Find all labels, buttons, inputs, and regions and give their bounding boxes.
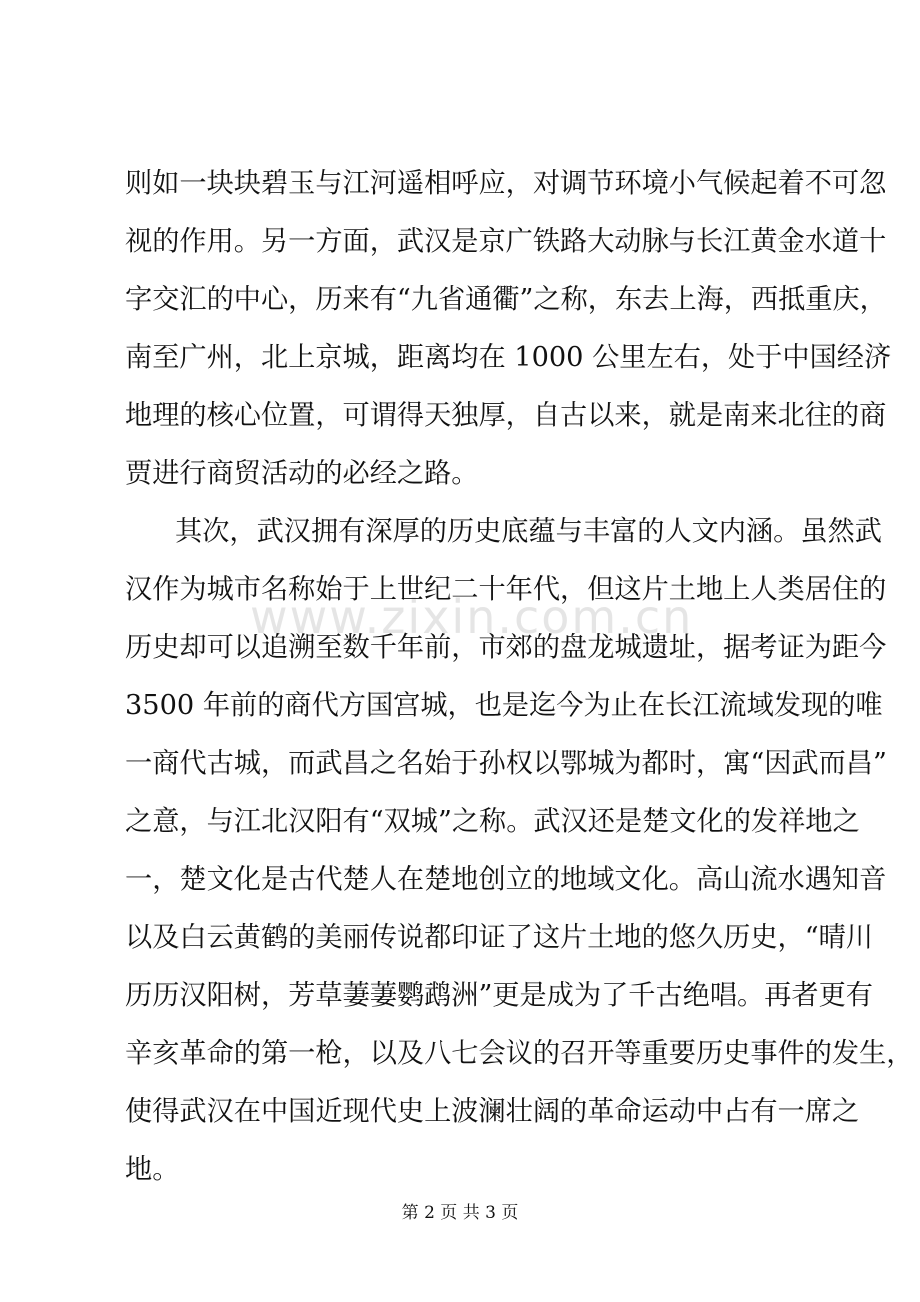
text-line: 地。 — [125, 1154, 180, 1185]
text-line: 之意，与江北汉阳有“双城”之称。武汉还是楚文化的发祥地之 — [125, 806, 860, 837]
text-line: 以及白云黄鹤的美丽传说都印证了这片土地的悠久历史，“晴川 — [125, 922, 873, 953]
text-line: 地理的核心位置，可谓得天独厚，自古以来，就是南来北往的商 — [125, 400, 887, 431]
text-line: 3500 年前的商代方国宫城，也是迄今为止在长江流域发现的唯 — [125, 690, 883, 721]
text-line: 历史却可以追溯至数千年前，市郊的盘龙城遗址，据考证为距今 — [125, 632, 887, 663]
paragraph-first-line: 其次，武汉拥有深厚的历史底蕴与丰富的人文内涵。虽然武 — [175, 516, 882, 547]
text-line: 历历汉阳树，芳草萋萋鹦鹉洲”更是成为了千古绝唱。再者更有 — [125, 980, 873, 1011]
text-line: 汉作为城市名称始于上世纪二十年代，但这片土地上人类居住的 — [125, 574, 887, 605]
text-line: 一商代古城，而武昌之名始于孙权以鄂城为都时，寓“因武而昌” — [125, 748, 887, 779]
text-line: 南至广州，北上京城，距离均在 1000 公里左右，处于中国经济 — [125, 342, 892, 373]
watermark: www.zixin.com.cn — [250, 590, 694, 644]
text-line: 贾进行商贸活动的必经之路。 — [125, 458, 479, 489]
text-line: 视的作用。另一方面，武汉是京广铁路大动脉与长江黄金水道十 — [125, 226, 887, 257]
text-line: 辛亥革命的第一枪，以及八七会议的召开等重要历史事件的发生， — [125, 1038, 914, 1069]
text-line: 则如一块块碧玉与江河遥相呼应，对调节环境小气候起着不可忽 — [125, 168, 887, 199]
page-footer: 第 2 页 共 3 页 — [401, 1203, 519, 1223]
text-line: 使得武汉在中国近现代史上波澜壮阔的革命运动中占有一席之 — [125, 1096, 860, 1127]
text-line: 一，楚文化是古代楚人在楚地创立的地域文化。高山流水遇知音 — [125, 864, 887, 895]
text-line: 字交汇的中心，历来有“九省通衢”之称，东去上海，西抵重庆， — [125, 284, 887, 315]
